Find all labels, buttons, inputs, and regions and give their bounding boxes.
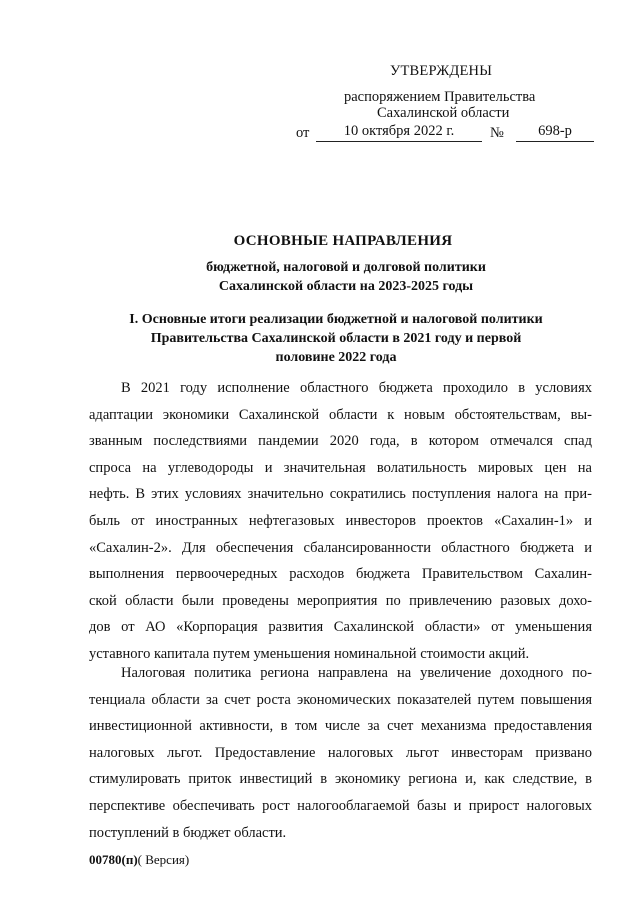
section-heading-line3: половине 2022 года [275, 350, 397, 365]
paragraph-line: ской области были проведены мероприятия по привлечению разовых дохо- [89, 592, 592, 609]
document-subtitle [0, 258, 634, 296]
approval-title: УТВЕРЖДЕНЫ [390, 63, 493, 79]
paragraph-line: стимулировать приток инвестиций в экономику региона и, как следствие, в [89, 771, 592, 788]
approval-date: 10 октября 2022 г. [316, 122, 482, 142]
approval-date-line [296, 122, 596, 142]
paragraph-line: перспективе обеспечивать рост налогооблагаемой базы и прирост налоговых [89, 797, 592, 814]
section-heading-line1: I. Основные итоги реализации бюджетной и налоговой политики [129, 312, 543, 327]
document-version: ( Версия) [137, 852, 190, 867]
paragraph-line: нефть. В этих условиях значительно сократились поступления налога на при- [89, 486, 592, 503]
from-label: от [296, 125, 310, 141]
paragraph-line: В 2021 году исполнение областного бюджета проходило в условиях [121, 380, 592, 396]
paragraph-line: адаптации экономики Сахалинской области к новым обстоятельствам, вы- [89, 406, 592, 423]
paragraph-tax-policy [89, 660, 592, 846]
paragraph-line: налоговых льгот. Предоставление налоговых льгот инвесторам призвано [89, 744, 592, 761]
paragraph-line: дов от АО «Корпорация развития Сахалинской области» от уменьшения [89, 619, 592, 636]
subtitle-line2: Сахалинской области на 2023-2025 годы [218, 279, 474, 294]
paragraph-line: Налоговая политика региона направлена на увеличение доходного по- [121, 665, 592, 681]
section-heading [0, 310, 634, 367]
paragraph-line: инвестиционной активности, в том числе за счет механизма предоставления [89, 718, 592, 735]
paragraph-line: быль от иностранных нефтегазовых инвесторов проектов «Сахалин-1» и [89, 512, 592, 529]
footer-document-code [89, 852, 189, 868]
approval-number: 698-р [516, 122, 594, 142]
paragraph-line: «Сахалин-2». Для обеспечения сбалансированности областного бюджета и [89, 539, 592, 556]
document-title: ОСНОВНЫЕ НАПРАВЛЕНИЯ [233, 233, 453, 249]
paragraph-line: поступлений в бюджет области. [89, 824, 287, 841]
paragraph-line: спроса на углеводороды и значительная волатильность мировых цен на [89, 459, 592, 476]
approval-authority-line1: распоряжением Правительства [344, 89, 536, 105]
paragraph-line: тенциала области за счет роста экономических показателей путем повышения [89, 691, 592, 708]
subtitle-line1: бюджетной, налоговой и долговой политики [206, 260, 486, 275]
section-heading-line2: Правительства Сахалинской области в 2021 году и первой [150, 331, 522, 346]
approval-authority-line2: Сахалинской области [377, 105, 510, 121]
paragraph-line: званным последствиями пандемии 2020 года, в котором отмечался спад [89, 433, 592, 450]
paragraph-line: выполнения первоочередных расходов бюджета Правительством Сахалин- [89, 566, 592, 583]
paragraph-line: уставного капитала путем уменьшения номинальной стоимости акций. [89, 645, 530, 662]
document-code: 00780(п) [89, 852, 138, 867]
paragraph-budget-execution [89, 375, 592, 668]
number-label: № [490, 125, 504, 141]
